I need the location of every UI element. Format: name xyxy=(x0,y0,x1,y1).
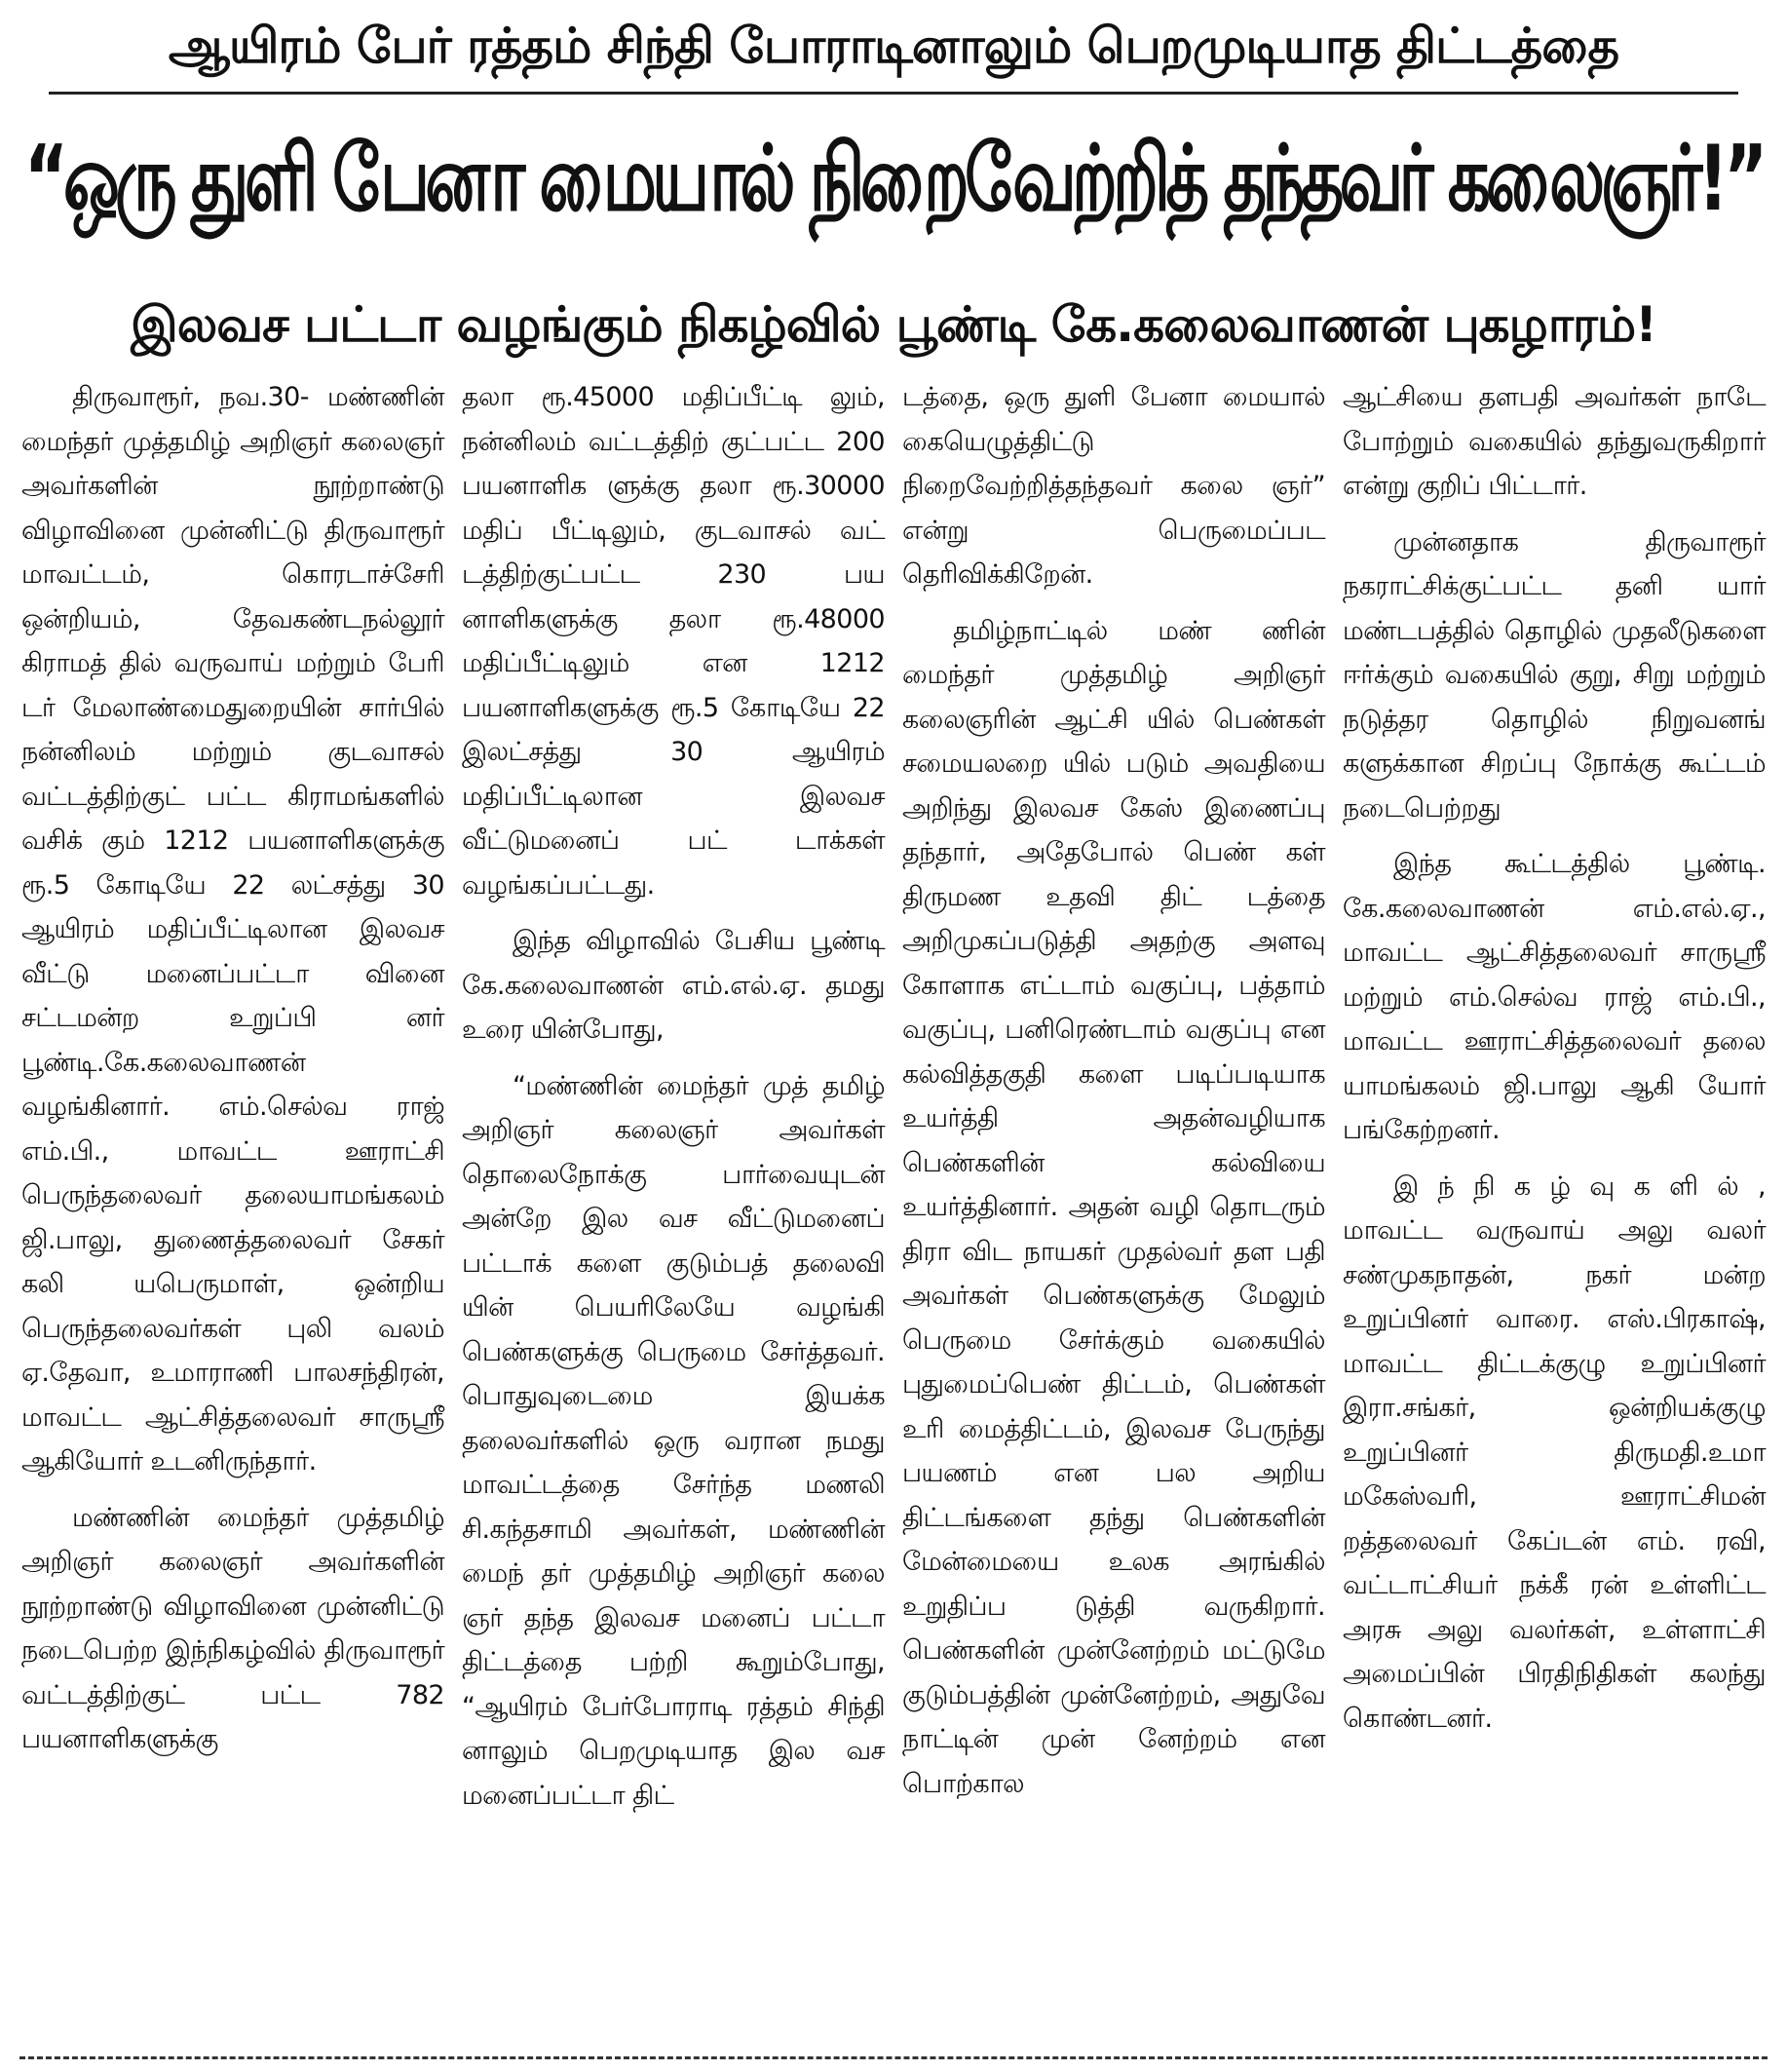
column-3 xyxy=(893,375,1333,2032)
paragraph: இந்த விழாவில் பேசிய பூண்டி கே.கலைவாணன் எம்.எல்.ஏ. தமது உரை யின்போது, xyxy=(462,926,885,1045)
article-body xyxy=(12,375,1775,2032)
paragraph: தமிழ்நாட்டில் மண் ணின் மைந்தர் முத்தமிழ் அறிஞர் கலைஞரின் ஆட்சி யில் பெண்கள் சமையலறை யில் படும் அவதியை அறிந்து இலவச கேஸ் இணைப்பு தந்தார், அதேபோல் பெண் கள் திருமண உதவி திட் டத்தை அறிமுகப்படுத்தி அதற்கு அளவு கோளாக எட்டாம் வகுப்பு, பத்தாம் வகுப்பு, பனிரெண்டாம் வகுப்பு என கல்வித்தகுதி களை படிப்படியாக உயர்த்தி அதன்வழியாக பெண்களின் கல்வியை உயர்த்தினார். அதன் வழி தொடரும் திரா விட நாயகர் முதல்வர் தள பதி அவர்கள் பெண்களுக்கு மேலும் பெருமை சேர்க்கும் வகையில் புதுமைப்பெண் திட்டம், பெண்கள் உரி மைத்திட்டம், இலவச பேருந்து பயணம் என பல அறிய திட்டங்களை தந்து பெண்களின் மேன்மையை உலக அரங்கில் உறுதிப்ப டுத்தி வருகிறார். பெண்களின் முன்னேற்றம் மட்டுமே குடும்பத்தின் முன்னேற்றம், அதுவே நாட்டின் முன் னேற்றம் என பொற்கால xyxy=(902,615,1325,1799)
paragraph: இந்த கூட்டத்தில் பூண்டி. கே.கலைவாணன் எம்.எல்.ஏ., மாவட்ட ஆட்சித்தலைவர் சாருஸ்ரீ மற்றும் எம்.செல்வ ராஜ் எம்.பி., மாவட்ட ஊராட்சித்தலைவர் தலை யாமங்கலம் ஜி.பாலு ஆகி யோர் பங்கேற்றனர். xyxy=(1343,849,1766,1145)
paragraph: மண்ணின் மைந்தர் முத்தமிழ் அறிஞர் கலைஞர் அவர்களின் நூற்றாண்டு விழாவினை முன்னிட்டு நடைபெற்ற இந்நிகழ்வில் திருவாரூர் வட்டத்திற்குட் பட்ட 782 பயனாளிகளுக்கு xyxy=(21,1502,444,1754)
column-1 xyxy=(12,375,452,2032)
kicker-line: ஆயிரம் பேர் ரத்தம் சிந்தி போராடினாலும் பெறமுடியாத திட்டத்தை xyxy=(168,18,1619,74)
paragraph: முன்னதாக திருவாரூர் நகராட்சிக்குட்பட்ட தனி யார் மண்டபத்தில் தொழில் முதலீடுகளை ஈர்க்கும் வகையில் குறு, சிறு மற்றும் நடுத்தர தொழில் நிறுவனங் களுக்கான சிறப்பு நோக்கு கூட்டம் நடைபெற்றது xyxy=(1343,526,1766,824)
paragraph: இ ந் நி க ழ் வு க ளி ல் , மாவட்ட வருவாய் அலு வலர் சண்முகநாதன், நகர் மன்ற உறுப்பினர் வாரை. எஸ்.பிரகாஷ், மாவட்ட திட்டக்குழு உறுப்பினர் இரா.சங்கர், ஒன்றியக்குழு உறுப்பினர் திருமதி.உமா மகேஸ்வரி, ஊராட்சிமன் றத்தலைவர் கேப்டன் எம். ரவி, வட்டாட்சியர் நக்கீ ரன் உள்ளிட்ட அரசு அலு வலர்கள், உள்ளாட்சி அமைப்பின் பிரதிநிதிகள் கலந்து கொண்டனர். xyxy=(1343,1170,1766,1734)
paragraph: “மண்ணின் மைந்தர் முத் தமிழ் அறிஞர் கலைஞர் அவர்கள் தொலைநோக்கு பார்வையுடன் அன்றே இல வச வீட்டுமனைப் பட்டாக் களை குடும்பத் தலைவி யின் பெயரிலேயே வழங்கி பெண்களுக்கு பெருமை சேர்த்தவர். பொதுவுடைமை இயக்க தலைவர்களில் ஒரு வரான நமது மாவட்டத்தை சேர்ந்த மணலி சி.கந்தசாமி அவர்கள், மண்ணின் மைந் தர் முத்தமிழ் அறிஞர் கலை ஞர் தந்த இலவச மனைப் பட்டா திட்டத்தை பற்றி கூறும்போது, “ஆயிரம் பேர்போராடி ரத்தம் சிந்தி னாலும் பெறமுடியாத இல வச மனைப்பட்டா திட் xyxy=(462,1070,885,1811)
headline: “ஒரு துளி பேனா மையால் நிறைவேற்றித் தந்தவர் கலைஞர்!” xyxy=(23,127,1764,232)
bottom-dashed-rule xyxy=(19,2056,1768,2059)
column-4 xyxy=(1333,375,1773,2032)
paragraph: டத்தை, ஒரு துளி பேனா மையால் கையெழுத்திட்டு நிறைவேற்றித்தந்தவர் கலை ஞர்” என்று பெருமைப்பட தெரிவிக்கிறேன். xyxy=(902,382,1325,590)
paragraph: ஆட்சியை தளபதி அவர்கள் நாடே போற்றும் வகையில் தந்துவருகிறார் என்று குறிப் பிட்டார். xyxy=(1343,382,1766,501)
subheadline: இலவச பட்டா வழங்கும் நிகழ்வில் பூண்டி கே.கலைவாணன் புகழாரம்! xyxy=(131,296,1656,353)
paragraph: திருவாரூர், நவ.30- மண்ணின் மைந்தர் முத்தமிழ் அறிஞர் கலைஞர் அவர்களின் நூற்றாண்டு விழாவினை முன்னிட்டு திருவாரூர் மாவட்டம், கொரடாச்சேரி ஒன்றியம், தேவகண்டநல்லூர் கிராமத் தில் வருவாய் மற்றும் பேரி டர் மேலாண்மைதுறையின் சார்பில் நன்னிலம் மற்றும் குடவாசல் வட்டத்திற்குட் பட்ட கிராமங்களில் வசிக் கும் 1212 பயனாளிகளுக்கு ரூ.5 கோடியே 22 லட்சத்து 30 ஆயிரம் மதிப்பீட்டிலான இலவச வீட்டு மனைப்பட்டா வினை சட்டமன்ற உறுப்பி னர் பூண்டி.கே.கலைவாணன் வழங்கினார். எம்.செல்வ ராஜ் எம்.பி., மாவட்ட ஊராட்சி பெருந்தலைவர் தலையாமங்கலம் ஜி.பாலு, துணைத்தலைவர் சேகர் கலி யபெருமாள், ஒன்றிய பெருந்தலைவர்கள் புலி வலம் ஏ.தேவா, உமாராணி பாலசந்திரன், மாவட்ட ஆட்சித்தலைவர் சாருஸ்ரீ ஆகியோர் உடனிருந்தார். xyxy=(21,382,444,1477)
paragraph: தலா ரூ.45000 மதிப்பீட்டி லும், நன்னிலம் வட்டத்திற் குட்பட்ட 200 பயனாளிக ளுக்கு தலா ரூ.30000 மதிப் பீட்டிலும், குடவாசல் வட் டத்திற்குட்பட்ட 230 பய னாளிகளுக்கு தலா ரூ.48000 மதிப்பீட்டிலும் என 1212 பயனாளிகளுக்கு ரூ.5 கோடியே 22 இலட்சத்து 30 ஆயிரம் மதிப்பீட்டிலான இலவச வீட்டுமனைப் பட் டாக்கள் வழங்கப்பட்டது. xyxy=(462,382,885,901)
column-2 xyxy=(452,375,893,2032)
